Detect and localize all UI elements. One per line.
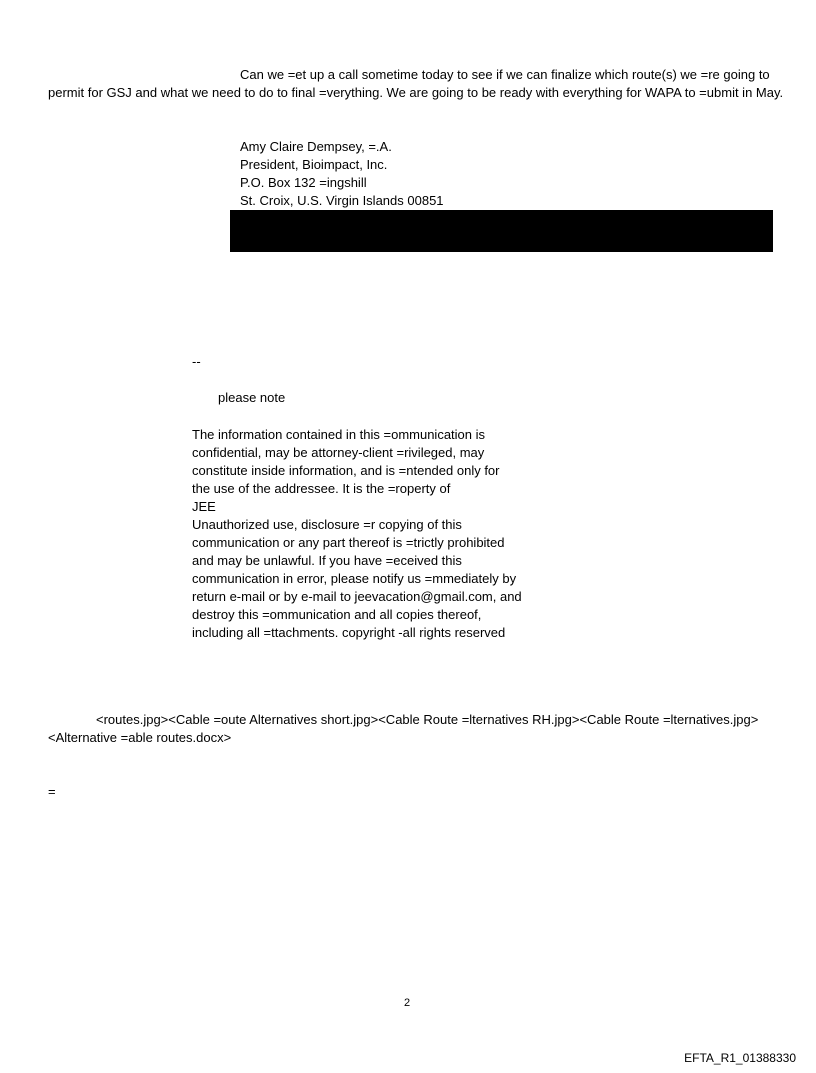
document-id: EFTA_R1_01388330 xyxy=(684,1051,796,1065)
signature-title: President, Bioimpact, Inc. xyxy=(240,157,388,172)
signature-address-po: P.O. Box 132 =ingshill xyxy=(240,175,367,190)
disclaimer-line: constitute inside information, and is =ntended only for xyxy=(192,463,500,478)
disclaimer-line: confidential, may be attorney-client =rivileged, may xyxy=(192,445,485,460)
disclaimer-line: return e-mail or by e-mail to jeevacation@gmail.com, and xyxy=(192,589,522,604)
disclaimer-line: and may be unlawful. If you have =eceived this xyxy=(192,553,462,568)
disclaimer-line: including all =ttachments. copyright -all rights reserved xyxy=(192,625,506,640)
disclaimer-line: communication in error, please notify us =mmediately by xyxy=(192,571,517,586)
attachments-list: <routes.jpg><Cable =oute Alternatives short.jpg><Cable Route =lternatives RH.jpg><Cable Route =lternatives.jpg><Alternative =able routes.docx> xyxy=(48,712,759,745)
signature-block xyxy=(240,138,444,210)
disclaimer-line: Unauthorized use, disclosure =r copying of this xyxy=(192,517,462,532)
email-body-paragraph: Can we =et up a call sometime today to see if we can finalize which route(s) we =re going to permit for GSJ and what we need to do to final =verything. We are going to be ready with everything for WAPA to =ubmit in May. xyxy=(48,67,784,100)
redaction-bar xyxy=(230,210,773,252)
page-number: 2 xyxy=(404,997,411,1009)
disclaimer-line: JEE xyxy=(192,499,216,514)
note-heading: please note xyxy=(218,390,286,405)
signature-separator: -- xyxy=(192,354,201,369)
signature-name: Amy Claire Dempsey, =.A. xyxy=(240,139,392,154)
disclaimer-block xyxy=(192,426,522,642)
disclaimer-line: The information contained in this =ommunication is xyxy=(192,427,486,442)
disclaimer-line: the use of the addressee. It is the =roperty of xyxy=(192,481,451,496)
disclaimer-line: destroy this =ommunication and all copies thereof, xyxy=(192,607,482,622)
disclaimer-line: communication or any part thereof is =trictly prohibited xyxy=(192,535,505,550)
signature-address-city: St. Croix, U.S. Virgin Islands 00851 xyxy=(240,193,444,208)
trailing-equals: = xyxy=(48,784,56,799)
